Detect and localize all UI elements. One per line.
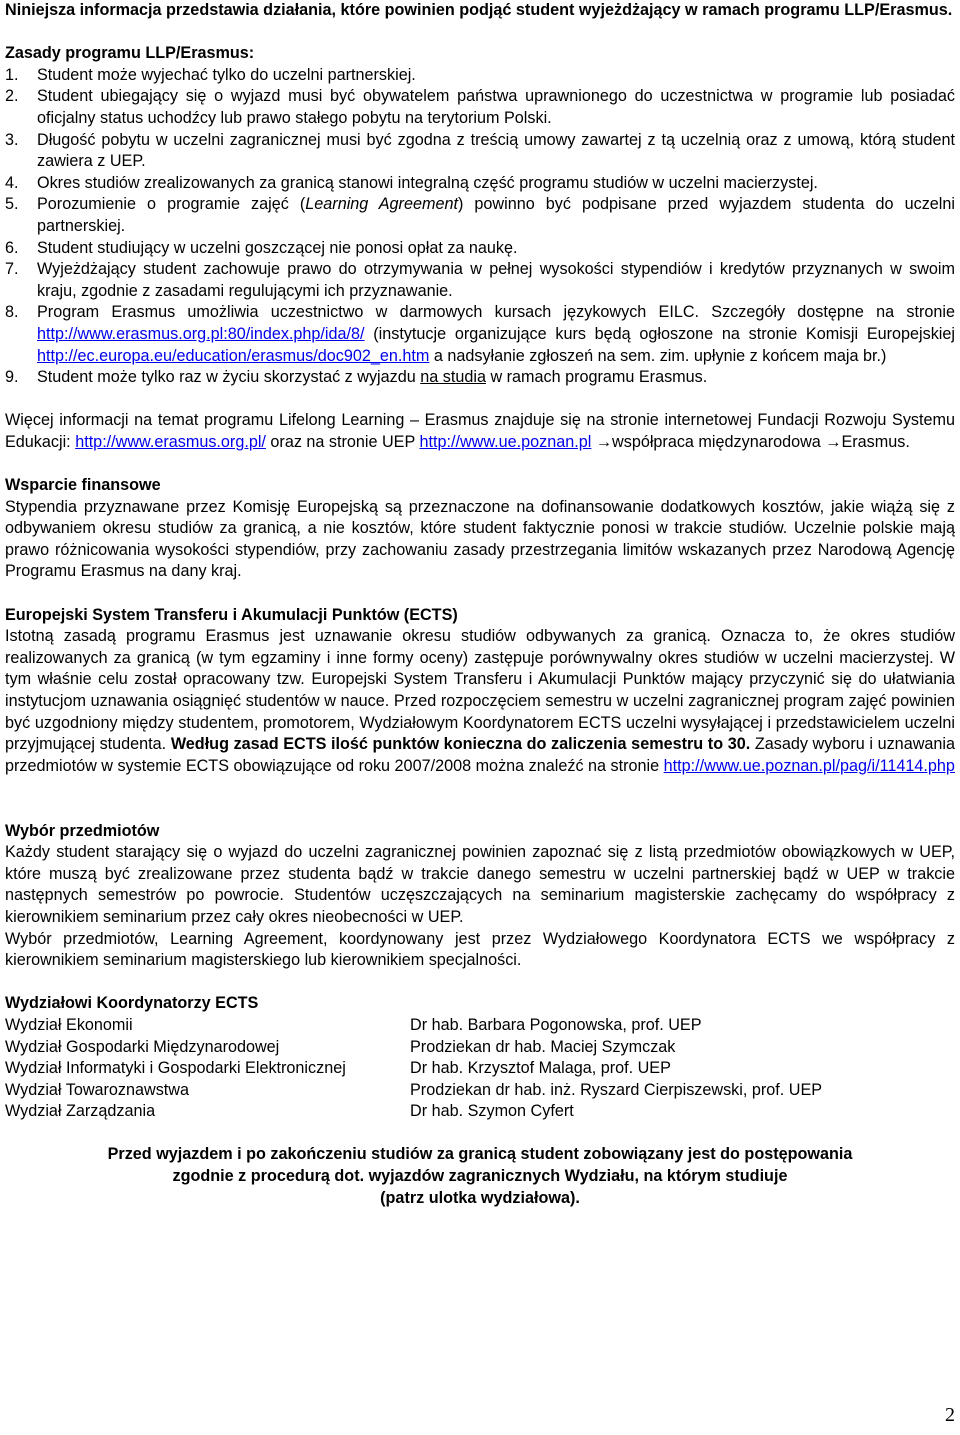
rule-item: 5. Porozumienie o programie zajęć (Learning Agreement) powinno być podpisane przed wyjazdem studenta do uczelni partnerskiej. xyxy=(5,195,955,235)
rule-item: 4. Okres studiów zrealizowanych za granicą stanowi integralną część programu studiów w uczelni macierzystej. xyxy=(5,173,818,192)
ects-paragraph: Istotną zasadą programu Erasmus jest uznawanie okresu studiów odbywanych za granicą. Oznacza to, że okres studiów realizowanych za granicą (w tym egzaminy i inne formy oceny) zastępuje porównywalny okres studiów w uczelni macierzystej. W tym właśnie celu został opracowany tzw. Europejski System Transferu i Akumulacji Punktów mający przyczynić się do ułatwiania instytucjom uznawania osiągnięć studentów w nauce. Przed rozpoczęciem semestru w uczelni zagranicznej program zajęć powinien być uzgodniony między studentem, promotorem, Wydziałowym Koordynatorem ECTS uczelni wysyłającej i przedstawicielem uczelni przyjmującej studenta. Według zasad ECTS ilość punktów konieczna do zaliczenia semestru to 30. Zasady wyboru i uznawania przedmiotów w systemie ECTS obowiązujące od roku 2007/2008 można znaleźć na stronie http://www.ue.poznan.pl/pag/i/11414.php xyxy=(5,627,955,775)
coordinator-row: Wydział Informatyki i Gospodarki Elektronicznej Dr hab. Krzysztof Malaga, prof. UEP xyxy=(5,1059,671,1078)
rule-item: 1. Student może wyjechać tylko do uczelni partnerskiej. xyxy=(5,65,416,84)
final-notice: Przed wyjazdem i po zakończeniu studiów za granicą student zobowiązany jest do postępowania zgodnie z procedurą dot. wyjazdów zagranicznych Wydziału, na którym studiuje (patrz ulotka wydziałowa). xyxy=(107,1145,853,1207)
subjects-heading: Wybór przedmiotów xyxy=(5,821,160,840)
frse-link[interactable]: http://www.erasmus.org.pl/ xyxy=(75,432,266,451)
rule-item: 9. Student może tylko raz w życiu skorzystać z wyjazdu na studia w ramach programu Erasmus. xyxy=(5,368,708,387)
coordinators-heading: Wydziałowi Koordynatorzy ECTS xyxy=(5,994,259,1013)
finance-heading: Wsparcie finansowe xyxy=(5,476,161,495)
coordinator-row: Wydział Zarządzania Dr hab. Szymon Cyfert xyxy=(5,1102,574,1121)
ects-rules-link[interactable]: http://www.ue.poznan.pl/pag/i/11414.php xyxy=(663,756,955,775)
coordinator-row: Wydział Towaroznawstwa Prodziekan dr hab. inż. Ryszard Cierpiszewski, prof. UEP xyxy=(5,1080,823,1099)
coordinator-row: Wydział Ekonomii Dr hab. Barbara Pogonowska, prof. UEP xyxy=(5,1015,702,1034)
uep-link[interactable]: http://www.ue.poznan.pl xyxy=(419,432,592,451)
european-commission-link[interactable]: http://ec.europa.eu/education/erasmus/doc902_en.htm xyxy=(37,346,430,365)
page-number: 2 xyxy=(945,1404,955,1427)
intro-text: Niniejsza informacja przedstawia działania, które powinien podjąć student wyjeżdżający w ramach programu LLP/Erasmus. xyxy=(5,1,953,19)
rules-list xyxy=(5,65,955,389)
subjects-paragraph-1: Każdy student starający się o wyjazd do uczelni zagranicznej powinien zapoznać się z listą przedmiotów obowiązkowych w UEP, które muszą być zrealizowane przez studenta bądź w trakcie danego semestru w uczelni partnerskiej bądź w UEP w trakcie następnych semestrów po powrocie. Studentów uczęszczających na seminarium magisterskie zachęcamy do współpracy z kierownikiem seminarium przez cały okres nieobecności w UEP. xyxy=(5,843,955,926)
rule-item: 3. Długość pobytu w uczelni zagranicznej musi być zgodna z treścią umowy zawartej z tą uczelnią oraz z umową, którą student zawiera z UEP. xyxy=(5,130,955,171)
finance-paragraph: Stypendia przyznawane przez Komisję Europejską są przeznaczone na dofinansowanie dodatkowych kosztów, jakie wiążą się z odbywaniem okresu studiów za granicą, a nie kosztów, które student faktycznie ponosi w trakcie studiów. Uczelnie polskie mają prawo różnicowania wysokości stypendiów, przy zachowaniu zasady przestrzegania limitów wskazanych przez Narodową Agencję Programu Erasmus na dany kraj. xyxy=(5,497,955,581)
subjects-paragraph-2: Wybór przedmiotów, Learning Agreement, koordynowany jest przez Wydziałowego Koordynatora ECTS we współpracy z kierownikiem seminarium magisterskiego lub kierownikiem specjalności. xyxy=(5,929,955,970)
rule-item: 6. Student studiujący w uczelni goszczącej nie ponosi opłat za naukę. xyxy=(5,238,518,257)
more-info-paragraph: Więcej informacji na temat programu Lifelong Learning – Erasmus znajduje się na stronie internetowej Fundacji Rozwoju Systemu Edukacji: http://www.erasmus.org.pl/ oraz na stronie UEP http://www.ue.poznan.pl →współpraca międzynarodowa →Erasmus. xyxy=(5,411,955,451)
coordinator-row: Wydział Gospodarki Międzynarodowej Prodziekan dr hab. Maciej Szymczak xyxy=(5,1037,676,1056)
erasmus-eilc-link[interactable]: http://www.erasmus.org.pl:80/index.php/ida/8/ xyxy=(37,324,365,343)
coordinators-table xyxy=(5,1015,955,1123)
ects-heading: Europejski System Transferu i Akumulacji Punktów (ECTS) xyxy=(5,605,458,624)
rule-item: 7. Wyjeżdżający student zachowuje prawo do otrzymywania w pełnej wysokości stypendiów i kredytów przyznanych w swoim kraju, zgodnie z zasadami regulującymi ich przyznawanie. xyxy=(5,260,955,300)
document-page xyxy=(5,0,955,1209)
rule-item: 8. Program Erasmus umożliwia uczestnictwo w darmowych kursach językowych EILC. Szczegóły dostępne na stronie http://www.erasmus.org.pl:80/index.php/ida/8/ (instytucje organizujące kurs będą ogłoszone na stronie Komisji Europejskiej http://ec.europa.eu/education/erasmus/doc902_en.htm a nadsyłanie zgłoszeń na sem. zim. upłynie z końcem maja br.) xyxy=(5,303,955,365)
rules-heading: Zasady programu LLP/Erasmus: xyxy=(5,44,255,63)
rule-item: 2. Student ubiegający się o wyjazd musi być obywatelem państwa uprawnionego do uczestnictwa w programie lub posiadać oficjalny status uchodźcy lub prawo stałego pobytu na terytorium Polski. xyxy=(5,87,955,127)
